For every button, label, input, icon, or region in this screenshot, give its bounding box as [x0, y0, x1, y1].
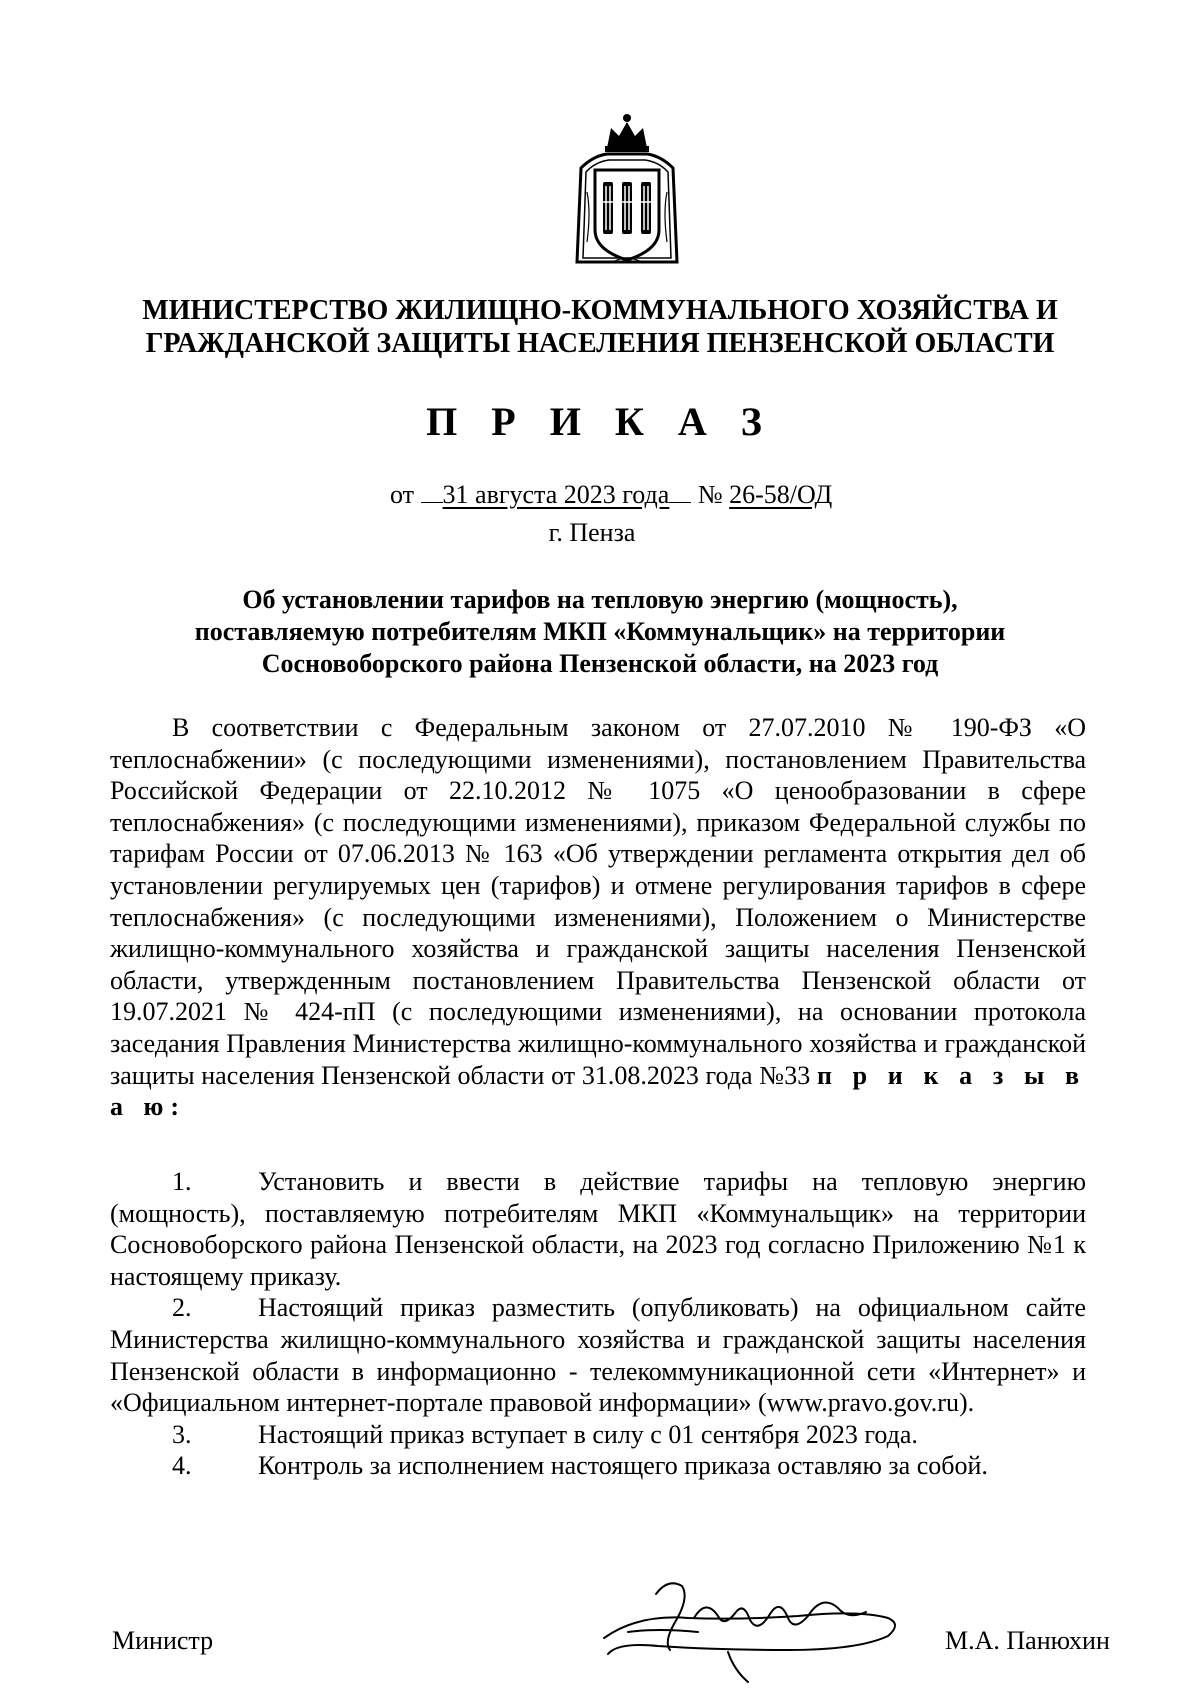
ministry-name	[110, 294, 1090, 360]
handwritten-signature-icon	[598, 1558, 908, 1686]
signatory-role: Министр	[112, 1626, 214, 1655]
subject-line2: поставляемую потребителям МКП «Коммунальщик» на территории	[194, 617, 1006, 646]
document-date: 31 августа 2023 года	[442, 480, 670, 509]
order-item-text: Контроль за исполнением настоящего приказа оставляю за собой.	[258, 1451, 988, 1481]
ministry-name-line2: ГРАЖДАНСКОЙ ЗАЩИТЫ НАСЕЛЕНИЯ ПЕНЗЕНСКОЙ ОБЛАСТИ	[145, 328, 1055, 359]
document-type-title: П Р И К А З	[426, 399, 774, 444]
underline-spacer	[421, 478, 443, 503]
preamble-text: В соответствии с Федеральным законом от 27.07.2010 № 190-ФЗ «О теплоснабжении» (с последующими изменениями), постановлением Правительства Российской Федерации от 22.10.2012 № 1075 «О ценообразовании в сфере теплоснабжения» (с последующими изменениями), приказом Федеральной службы по тарифам России от 07.06.2013 № 163 «Об утверждении регламента открытия дел об установлении регулируемых цен (тарифов) и отмене регулирования тарифов в сфере теплоснабжения» (с последующими изменениями), Положением о Министерстве жилищно-коммунального хозяйства и гражданской защиты населения Пензенской области, утвержденным постановлением Правительства Пензенской области от 19.07.2021 № 424-пП (с последующими изменениями), на основании протокола заседания Правления Министерства жилищно-коммунального хозяйства и гражданской защиты населения Пензенской области от 31.08.2023 года №33	[110, 713, 1086, 1090]
document-subject	[150, 584, 1050, 680]
order-item	[110, 1450, 1086, 1482]
subject-line3: Сосновоборского района Пензенской области, на 2023 год	[261, 649, 939, 678]
order-item-text: Установить и ввести в действие тарифы на тепловую энергию (мощность), поставляемую потребителям МКП «Коммунальщик» на территории Сосновоборского района Пензенской области, на 2023 год согласно Приложению №1 к настоящему приказу.	[110, 1167, 1086, 1291]
order-item-number: 4.	[172, 1451, 192, 1481]
date-prefix: от	[390, 480, 415, 509]
number-prefix: №	[697, 480, 723, 509]
order-item-number: 3.	[172, 1419, 192, 1449]
order-item-number: 2.	[172, 1293, 192, 1323]
preamble	[110, 712, 1086, 1123]
document-city: г. Пенза	[548, 518, 636, 547]
preamble-paragraph	[110, 712, 1086, 1123]
order-item	[110, 1166, 1086, 1292]
underline-spacer	[669, 478, 691, 503]
order-item-text: Настоящий приказ разместить (опубликовать) на официальном сайте Министерства жилищно-коммунального хозяйства и гражданской защиты населения Пензенской области в информационно - телекоммуникационной сети «Интернет» и «Официальном интернет-портале правовой информации» (www.pravo.gov.ru).	[110, 1293, 1086, 1418]
order-word: п р и к а з ы в а ю:	[110, 1060, 1086, 1122]
order-item-number: 1.	[172, 1167, 192, 1196]
ministry-name-line1: МИНИСТЕРСТВО ЖИЛИЩНО-КОММУНАЛЬНОГО ХОЗЯЙСТВА И	[142, 295, 1058, 326]
coat-of-arms-icon	[573, 112, 681, 268]
order-item	[110, 1292, 1086, 1418]
date-number-line	[390, 478, 832, 510]
signatory-name: М.А. Панюхин	[945, 1626, 1110, 1655]
order-items	[110, 1166, 1086, 1482]
order-item-text: Настоящий приказ вступает в силу с 01 сентября 2023 года.	[258, 1419, 918, 1449]
document-number: 26-58/ОД	[729, 480, 833, 509]
order-item	[110, 1419, 1086, 1451]
subject-line1: Об установлении тарифов на тепловую энергию (мощность),	[242, 585, 958, 614]
